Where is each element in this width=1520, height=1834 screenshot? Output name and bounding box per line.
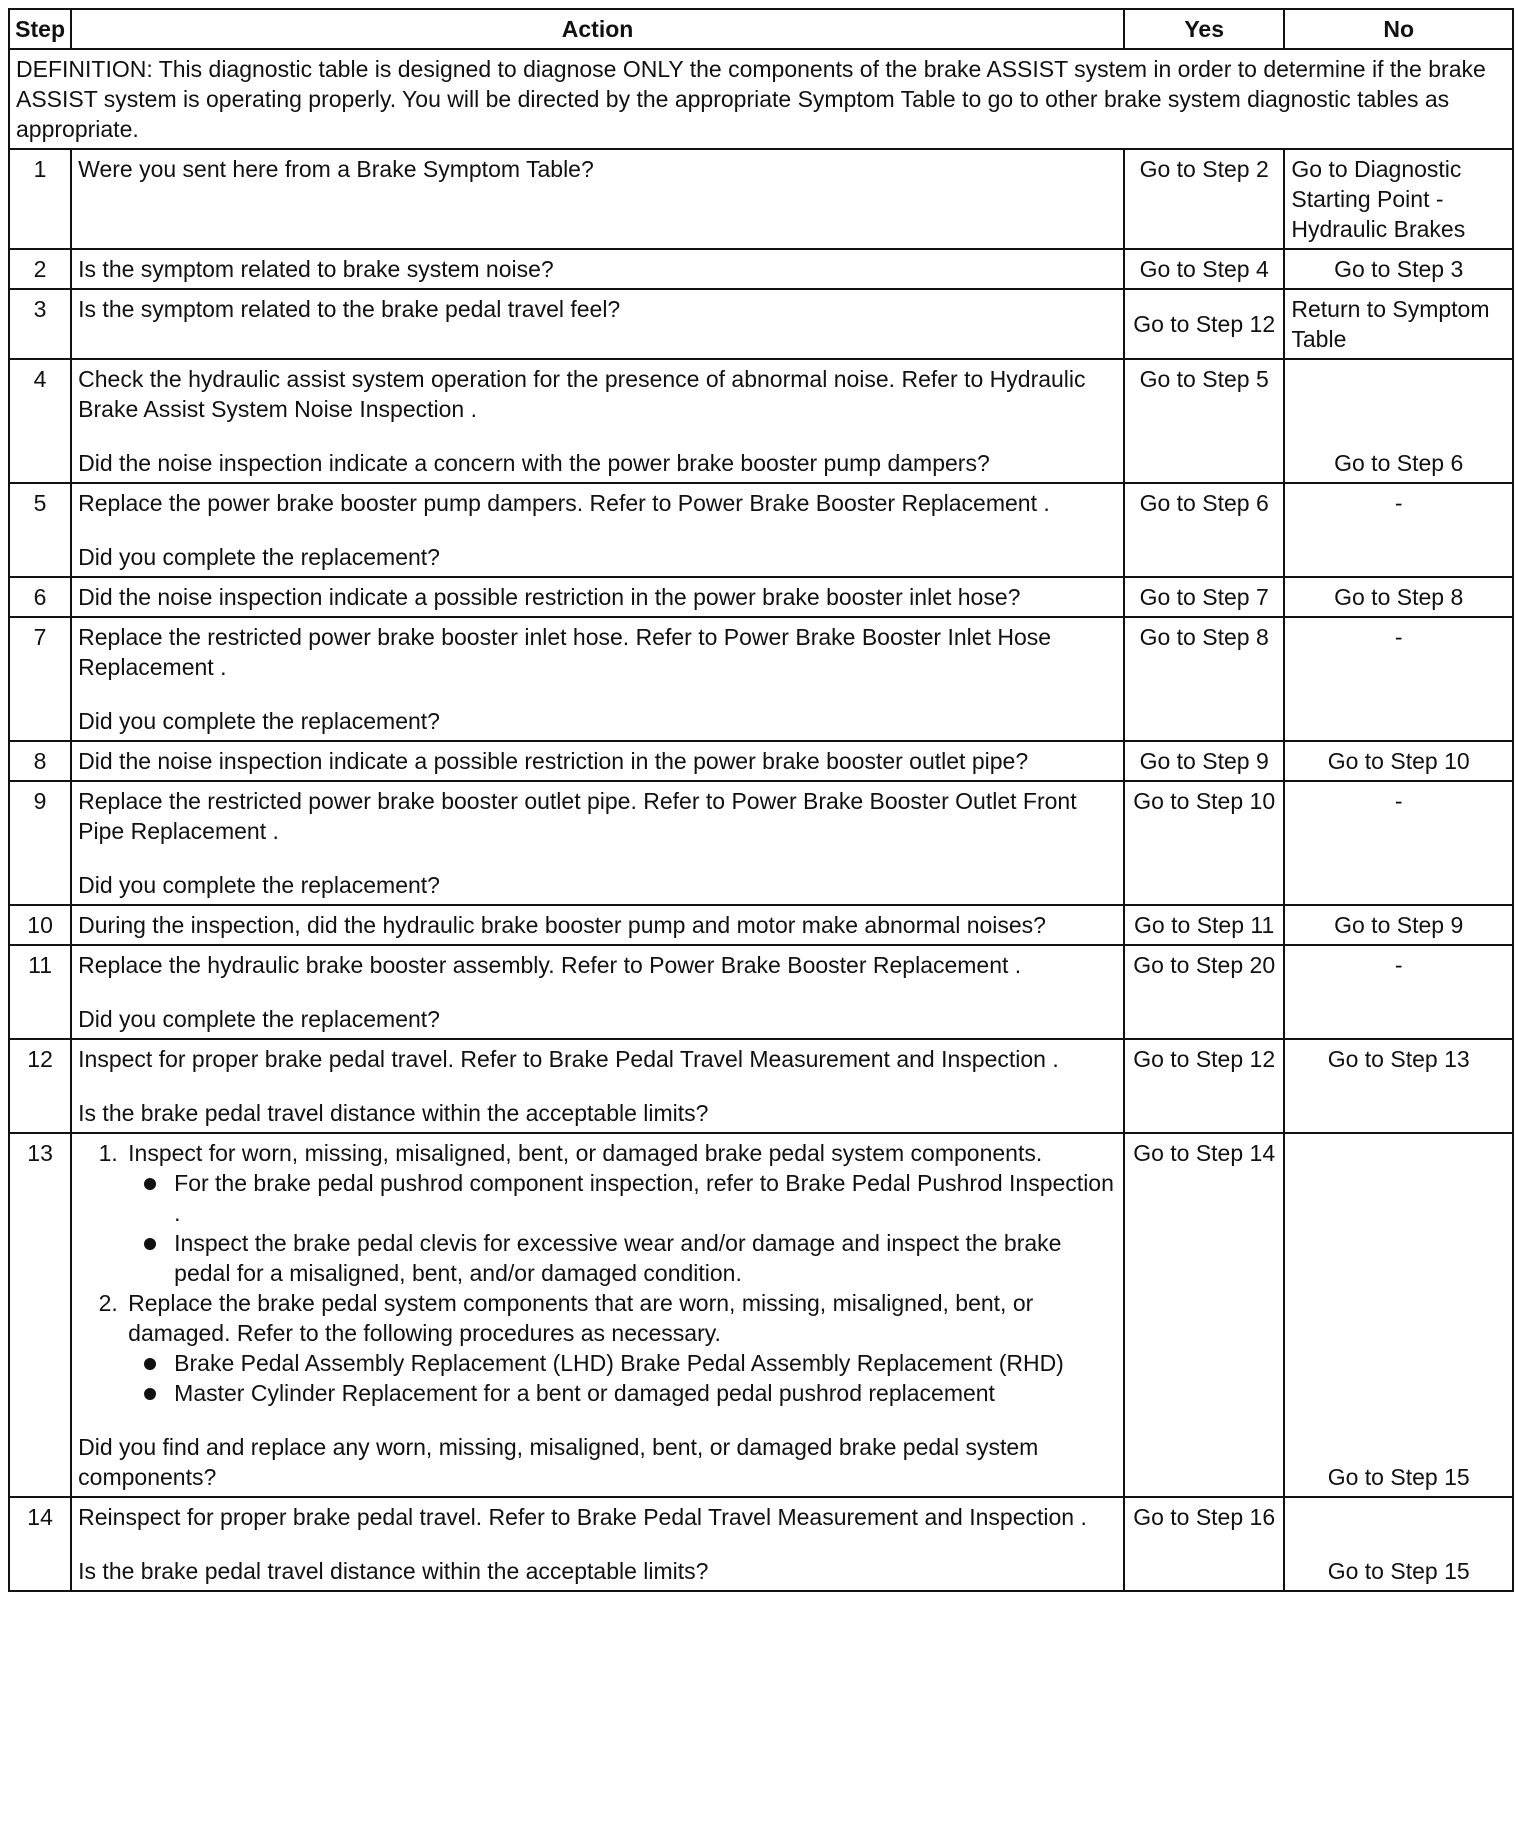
- step-number: 12: [9, 1039, 71, 1133]
- header-step: Step: [9, 9, 71, 49]
- yes-cell: Go to Step 2: [1124, 149, 1284, 249]
- table-row: [9, 1133, 1513, 1497]
- action-cell: [71, 149, 1124, 249]
- step-number: 6: [9, 577, 71, 617]
- table-row: [9, 945, 1513, 1039]
- no-cell: Go to Step 3: [1284, 249, 1513, 289]
- table-row: [9, 577, 1513, 617]
- header-yes: Yes: [1124, 9, 1284, 49]
- step-number: 2: [9, 249, 71, 289]
- action-cell: [71, 1133, 1124, 1497]
- action-cell: [71, 1497, 1124, 1591]
- diagnostic-table: [8, 8, 1514, 1592]
- no-cell: Go to Step 15: [1284, 1497, 1513, 1591]
- bullet-item: Master Cylinder Replacement for a bent or damaged pedal pushrod replacement: [174, 1378, 1117, 1408]
- no-cell: -: [1284, 483, 1513, 577]
- no-cell: -: [1284, 617, 1513, 741]
- no-cell: Go to Step 6: [1284, 359, 1513, 483]
- yes-cell: Go to Step 20: [1124, 945, 1284, 1039]
- step-number: 13: [9, 1133, 71, 1497]
- action-cell: [71, 359, 1124, 483]
- header-action: Action: [71, 9, 1124, 49]
- no-cell: Return to Symptom Table: [1284, 289, 1513, 359]
- yes-cell: Go to Step 14: [1124, 1133, 1284, 1497]
- question-text: Did you find and replace any worn, missing, misaligned, bent, or damaged brake pedal system components?: [78, 1434, 1039, 1490]
- yes-cell: Go to Step 4: [1124, 249, 1284, 289]
- yes-cell: Go to Step 11: [1124, 905, 1284, 945]
- yes-cell: Go to Step 9: [1124, 741, 1284, 781]
- bullet-item: Brake Pedal Assembly Replacement (LHD) Brake Pedal Assembly Replacement (RHD): [174, 1348, 1117, 1378]
- table-row: [9, 249, 1513, 289]
- table-row: [9, 781, 1513, 905]
- step-number: 9: [9, 781, 71, 905]
- diagnostic-document: [8, 8, 1514, 1592]
- question-text: Is the symptom related to the brake pedal travel feel?: [78, 296, 621, 322]
- question-text: Did the noise inspection indicate a possible restriction in the power brake booster outlet pipe?: [78, 748, 1029, 774]
- yes-cell: Go to Step 5: [1124, 359, 1284, 483]
- action-text: Replace the hydraulic brake booster assembly. Refer to Power Brake Booster Replacement .: [78, 952, 1022, 978]
- action-cell: [71, 905, 1124, 945]
- question-text: Did the noise inspection indicate a concern with the power brake booster pump dampers?: [78, 450, 990, 476]
- question-text: Did you complete the replacement?: [78, 708, 440, 734]
- step-number: 14: [9, 1497, 71, 1591]
- procedure-item: [124, 1288, 1117, 1408]
- procedure-text: Inspect for worn, missing, misaligned, bent, or damaged brake pedal system components.: [128, 1140, 1043, 1166]
- action-text: Replace the restricted power brake booster inlet hose. Refer to Power Brake Booster Inlet Hose Replacement .: [78, 624, 1052, 680]
- action-cell: [71, 617, 1124, 741]
- action-text: Reinspect for proper brake pedal travel. Refer to Brake Pedal Travel Measurement and Inspection .: [78, 1504, 1087, 1530]
- question-text: Did the noise inspection indicate a possible restriction in the power brake booster inlet hose?: [78, 584, 1021, 610]
- action-cell: [71, 741, 1124, 781]
- action-text: Replace the power brake booster pump dampers. Refer to Power Brake Booster Replacement .: [78, 490, 1050, 516]
- bullet-list: [128, 1168, 1117, 1288]
- action-cell: [71, 945, 1124, 1039]
- step-number: 1: [9, 149, 71, 249]
- step-number: 5: [9, 483, 71, 577]
- table-row: [9, 1497, 1513, 1591]
- table-row: [9, 1039, 1513, 1133]
- action-text: Check the hydraulic assist system operation for the presence of abnormal noise. Refer to Hydraulic Brake Assist System Noise Inspection .: [78, 366, 1086, 422]
- step-number: 11: [9, 945, 71, 1039]
- table-row: [9, 905, 1513, 945]
- procedure-list: [78, 1138, 1117, 1408]
- no-cell: -: [1284, 781, 1513, 905]
- step-number: 4: [9, 359, 71, 483]
- action-cell: [71, 781, 1124, 905]
- step-number: 8: [9, 741, 71, 781]
- no-cell: Go to Diagnostic Starting Point - Hydraulic Brakes: [1284, 149, 1513, 249]
- yes-cell: Go to Step 6: [1124, 483, 1284, 577]
- no-cell: Go to Step 9: [1284, 905, 1513, 945]
- table-row: [9, 617, 1513, 741]
- yes-cell: Go to Step 10: [1124, 781, 1284, 905]
- header-no: No: [1284, 9, 1513, 49]
- question-text: Is the symptom related to brake system noise?: [78, 256, 554, 282]
- yes-cell: Go to Step 7: [1124, 577, 1284, 617]
- table-row: [9, 149, 1513, 249]
- question-text: Is the brake pedal travel distance within the acceptable limits?: [78, 1100, 709, 1126]
- action-cell: [71, 249, 1124, 289]
- action-text: Replace the restricted power brake booster outlet pipe. Refer to Power Brake Booster Outlet Front Pipe Replacement .: [78, 788, 1077, 844]
- question-text: Is the brake pedal travel distance within the acceptable limits?: [78, 1558, 709, 1584]
- table-row: [9, 483, 1513, 577]
- step-number: 3: [9, 289, 71, 359]
- definition-row: [9, 49, 1513, 149]
- question-text: During the inspection, did the hydraulic brake booster pump and motor make abnormal noises?: [78, 912, 1046, 938]
- no-cell: Go to Step 8: [1284, 577, 1513, 617]
- bullet-list: [128, 1348, 1117, 1408]
- question-text: Did you complete the replacement?: [78, 1006, 440, 1032]
- procedure-item: [124, 1138, 1117, 1288]
- action-cell: [71, 483, 1124, 577]
- no-cell: -: [1284, 945, 1513, 1039]
- no-cell: Go to Step 15: [1284, 1133, 1513, 1497]
- no-cell: Go to Step 13: [1284, 1039, 1513, 1133]
- step-number: 10: [9, 905, 71, 945]
- bullet-item: For the brake pedal pushrod component inspection, refer to Brake Pedal Pushrod Inspection .: [174, 1168, 1117, 1228]
- no-cell: Go to Step 10: [1284, 741, 1513, 781]
- action-text: Inspect for proper brake pedal travel. Refer to Brake Pedal Travel Measurement and Inspection .: [78, 1046, 1059, 1072]
- table-header-row: [9, 9, 1513, 49]
- question-text: Did you complete the replacement?: [78, 544, 440, 570]
- yes-cell: Go to Step 8: [1124, 617, 1284, 741]
- action-cell: [71, 289, 1124, 359]
- bullet-item: Inspect the brake pedal clevis for excessive wear and/or damage and inspect the brake pedal for a misaligned, bent, and/or damaged condition.: [174, 1228, 1117, 1288]
- table-row: [9, 359, 1513, 483]
- action-cell: [71, 577, 1124, 617]
- table-row: [9, 741, 1513, 781]
- procedure-text: Replace the brake pedal system components that are worn, missing, misaligned, bent, or damaged. Refer to the following procedures as necessary.: [128, 1290, 1034, 1346]
- definition-text: DEFINITION: This diagnostic table is designed to diagnose ONLY the components of the brake ASSIST system in order to determine if the brake ASSIST system is operating properly. You will be directed by the appropriate Symptom Table to go to other brake system diagnostic tables as appropriate.: [9, 49, 1513, 149]
- yes-cell: Go to Step 12: [1124, 1039, 1284, 1133]
- question-text: Did you complete the replacement?: [78, 872, 440, 898]
- question-text: Were you sent here from a Brake Symptom Table?: [78, 156, 594, 182]
- table-row: [9, 289, 1513, 359]
- yes-cell: Go to Step 12: [1124, 289, 1284, 359]
- yes-cell: Go to Step 16: [1124, 1497, 1284, 1591]
- step-number: 7: [9, 617, 71, 741]
- action-cell: [71, 1039, 1124, 1133]
